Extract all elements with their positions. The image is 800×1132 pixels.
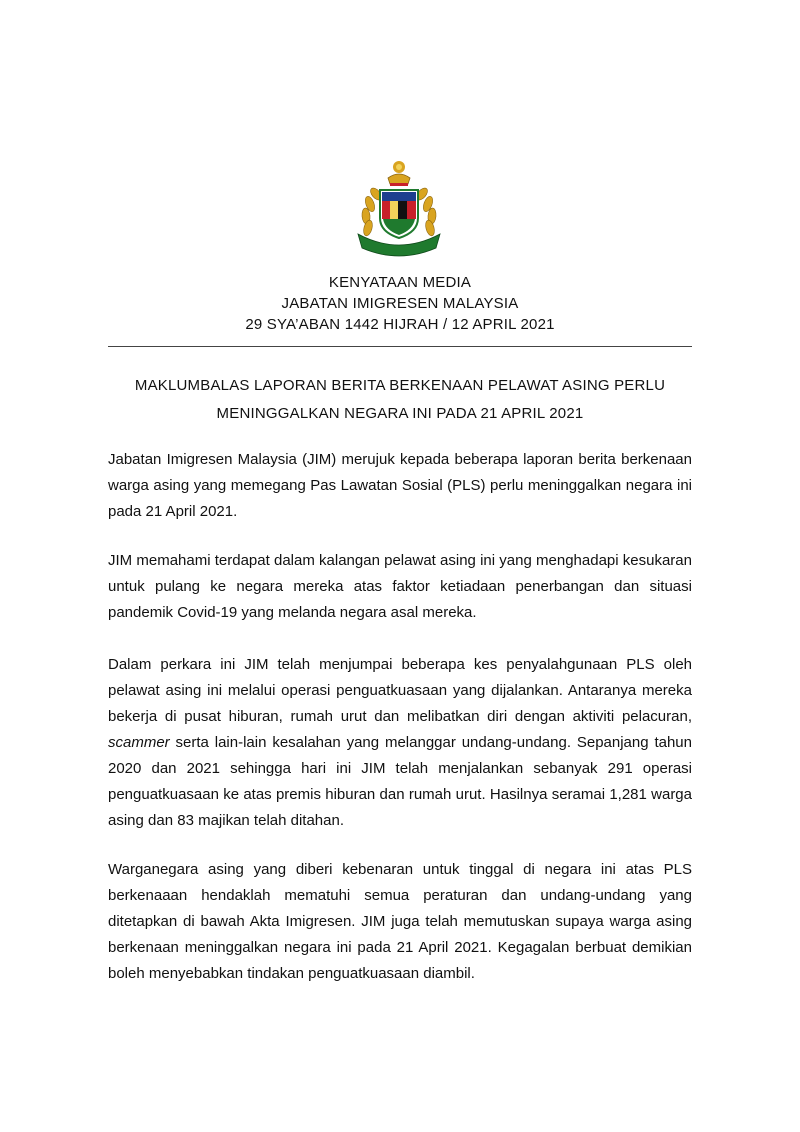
header-divider	[108, 346, 692, 347]
header-date: 29 SYA’ABAN 1442 HIJRAH / 12 APRIL 2021	[245, 316, 555, 333]
paragraph-1: Jabatan Imigresen Malaysia (JIM) merujuk kepada beberapa laporan berita berkenaan warga asing yang memegang Pas Lawatan Sosial (PLS) perlu meninggalkan negara ini pada 21 April 2021.	[108, 451, 692, 520]
title-line-2: MENINGGALKAN NEGARA INI PADA 21 APRIL 2021	[216, 405, 584, 422]
press-statement-header	[0, 272, 800, 335]
paragraph-3-text-start: Dalam perkara ini JIM telah menjumpai beberapa kes penyalahgunaan PLS oleh pelawat asing ini melalui operasi penguatkuasaan yang dijalankan. Antaranya mereka bekerja di pusat hiburan, rumah urut dan melibatkan diri dengan aktiviti pelacuran,	[108, 656, 692, 725]
title-line-1: MAKLUMBALAS LAPORAN BERITA BERKENAAN PELAWAT ASING PERLU	[134, 377, 666, 394]
header-department: JABATAN IMIGRESEN MALAYSIA	[281, 295, 519, 312]
shield-icon	[380, 190, 418, 238]
paragraph-4: Warganegara asing yang diberi kebenaran untuk tinggal di negara ini atas PLS berkenaaan hendaklah mematuhi semua peraturan dan undang-undang yang ditetapkan di bawah Akta Imigresen. JIM juga telah memutuskan supaya warga asing berkenaan meninggalkan negara ini pada 21 April 2021. Kegagalan berbuat demikian boleh menyebabkan tindakan penguatkuasaan diambil.	[108, 861, 692, 982]
paragraph-2: JIM memahami terdapat dalam kalangan pelawat asing ini yang menghadapi kesukaran untuk pulang ke negara mereka atas faktor ketiadaan penerbangan dan situasi pandemik Covid-19 yang melanda negara asal mereka.	[108, 552, 692, 621]
header-title: KENYATAAN MEDIA	[328, 274, 472, 291]
paragraph-3-italic-term: scammer	[108, 734, 170, 751]
paragraph-3-text-end: serta lain-lain kesalahan yang melanggar undang-undang. Sepanjang tahun 2020 dan 2021 sehingga hari ini JIM telah menjalankan sebanyak 291 operasi penguatkuasaan ke atas premis hiburan dan rumah urut. Hasilnya seramai 1,281 warga asing dan 83 majikan telah ditahan.	[108, 734, 692, 829]
paragraph-3	[108, 652, 692, 834]
imigresen-malaysia-crest-logo	[350, 158, 448, 258]
crown-star-icon	[388, 161, 410, 186]
statement-title	[0, 372, 800, 428]
